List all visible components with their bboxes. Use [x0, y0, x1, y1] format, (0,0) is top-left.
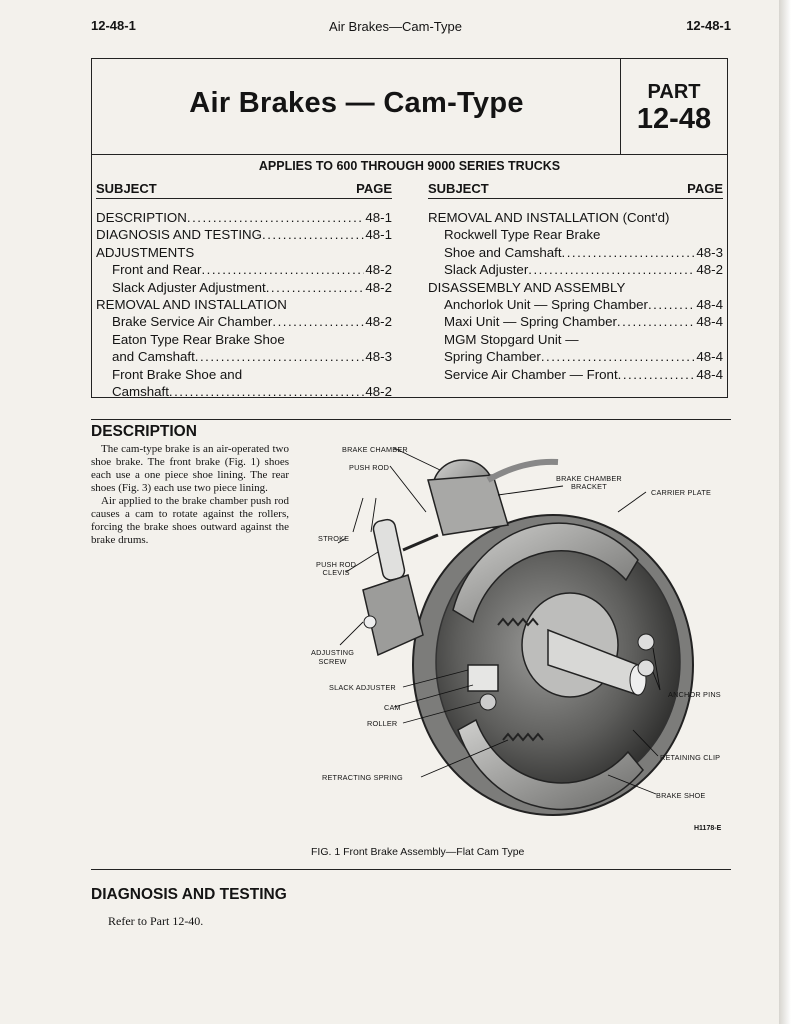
label-carrier-plate: CARRIER PLATE: [651, 488, 712, 497]
toc-section: DISASSEMBLY AND ASSEMBLY: [428, 279, 626, 295]
page-edge-shadow: [779, 0, 791, 1024]
toc-entry[interactable]: Slack Adjuster Adjustment ..... 48-2: [96, 279, 392, 296]
toc-header-left: [96, 181, 392, 199]
toc-entry[interactable]: Front and Rear ..... 48-2: [96, 261, 392, 278]
applies-note: APPLIES TO 600 THROUGH 9000 SERIES TRUCKS: [258, 159, 561, 173]
toc-entry[interactable]: Spring Chamber ..... 48-4: [428, 348, 723, 365]
label-brake-chamber: BRAKE CHAMBER: [342, 445, 408, 454]
push-rod-shape: [403, 535, 438, 550]
section-divider: [91, 869, 731, 870]
toc-section: REMOVAL AND INSTALLATION (Cont'd): [428, 210, 670, 225]
toc-right-column: [428, 209, 723, 383]
roller-shape: [480, 694, 496, 710]
toc-entry[interactable]: and Camshaft ..... 48-3: [96, 348, 392, 365]
toc-entry-line: MGM Stopgard Unit —: [444, 331, 579, 347]
label-cam: CAM: [384, 703, 401, 712]
toc-page-heading: PAGE: [687, 181, 723, 196]
toc-entry[interactable]: Camshaft ..... 48-2: [96, 383, 392, 400]
toc-header-right: [428, 181, 723, 199]
toc-entry-line: Eaton Type Rear Brake Shoe: [112, 331, 285, 347]
adjusting-screw-shape: [364, 616, 376, 628]
toc-entry[interactable]: Maxi Unit — Spring Chamber ..... 48-4: [428, 313, 723, 330]
anchor-pin-upper: [638, 634, 654, 650]
air-hose-shape: [488, 462, 558, 480]
cam-shape: [468, 665, 498, 691]
description-paragraph: The cam-type brake is an air-operated two shoe brake. The front brake (Fig. 1) shoes each use a one piece shoe lining. The rear shoes (Fig. 3) each use two piece lining.: [91, 443, 289, 494]
label-stroke: STROKE: [318, 534, 350, 543]
title-cell: [92, 59, 621, 155]
page-title: Air Brakes — Cam-Type: [189, 87, 524, 119]
toc-left-column: [96, 209, 392, 400]
anchor-pin-lower: [638, 660, 654, 676]
label-adjusting-screw: ADJUSTING SCREW: [311, 648, 355, 666]
description-paragraph: Air applied to the brake chamber push rod causes a cam to rotate against the rollers, forcing the brake shoes outward against the brake drums.: [91, 495, 289, 546]
toc-entry-line: Front Brake Shoe and: [112, 366, 243, 382]
part-label: PART: [647, 81, 701, 103]
label-chamber-bracket: BRAKE CHAMBER BRACKET: [556, 474, 622, 491]
description-heading: DESCRIPTION: [91, 423, 197, 440]
toc-subject-heading: SUBJECT: [428, 181, 489, 196]
label-retracting-spring: RETRACTING SPRING: [322, 773, 403, 782]
toc-page-heading: PAGE: [356, 181, 392, 196]
toc-entry[interactable]: Slack Adjuster ..... 48-2: [428, 261, 723, 278]
figure-code: H1178-E: [694, 825, 722, 832]
toc-entry[interactable]: DESCRIPTION ..... 48-1: [96, 209, 392, 226]
toc-section: REMOVAL AND INSTALLATION: [96, 296, 287, 312]
part-number: 12-48: [636, 103, 712, 135]
toc-entry[interactable]: Anchorlok Unit — Spring Chamber ..... 48-4: [428, 296, 723, 313]
header-page-left: 12-48-1: [91, 18, 136, 33]
toc-entry[interactable]: DIAGNOSIS AND TESTING ..... 48-1: [96, 226, 392, 243]
part-cell: [621, 59, 727, 155]
toc-entry[interactable]: Service Air Chamber — Front ..... 48-4: [428, 366, 723, 383]
clevis-shape: [372, 518, 406, 581]
label-retaining-clip: RETAINING CLIP: [660, 753, 721, 762]
label-push-rod-clevis: PUSH ROD CLEVIS: [316, 560, 357, 577]
toc-subject-heading: SUBJECT: [96, 181, 157, 196]
toc-entry[interactable]: Shoe and Camshaft ..... 48-3: [428, 244, 723, 261]
label-anchor-pins: ANCHOR PINS: [668, 690, 721, 699]
description-text: [91, 443, 289, 547]
diagnosis-text: Refer to Part 12-40.: [108, 914, 204, 928]
figure-caption: FIG. 1 Front Brake Assembly—Flat Cam Type: [311, 846, 525, 858]
header-title: Air Brakes—Cam-Type: [329, 19, 462, 34]
label-brake-shoe: BRAKE SHOE: [656, 791, 706, 800]
label-slack-adjuster: SLACK ADJUSTER: [329, 683, 396, 692]
toc-entry-line: Rockwell Type Rear Brake: [444, 227, 601, 243]
toc-section: ADJUSTMENTS: [96, 244, 195, 260]
label-push-rod: PUSH ROD: [349, 463, 390, 472]
label-roller: ROLLER: [367, 719, 398, 728]
toc-entry[interactable]: Brake Service Air Chamber ..... 48-2: [96, 313, 392, 330]
contents-box: [91, 58, 728, 398]
header-page-right: 12-48-1: [686, 18, 731, 33]
section-divider: [91, 419, 731, 420]
diagnosis-heading: DIAGNOSIS AND TESTING: [91, 886, 287, 903]
chamber-bracket-shape: [428, 475, 508, 535]
